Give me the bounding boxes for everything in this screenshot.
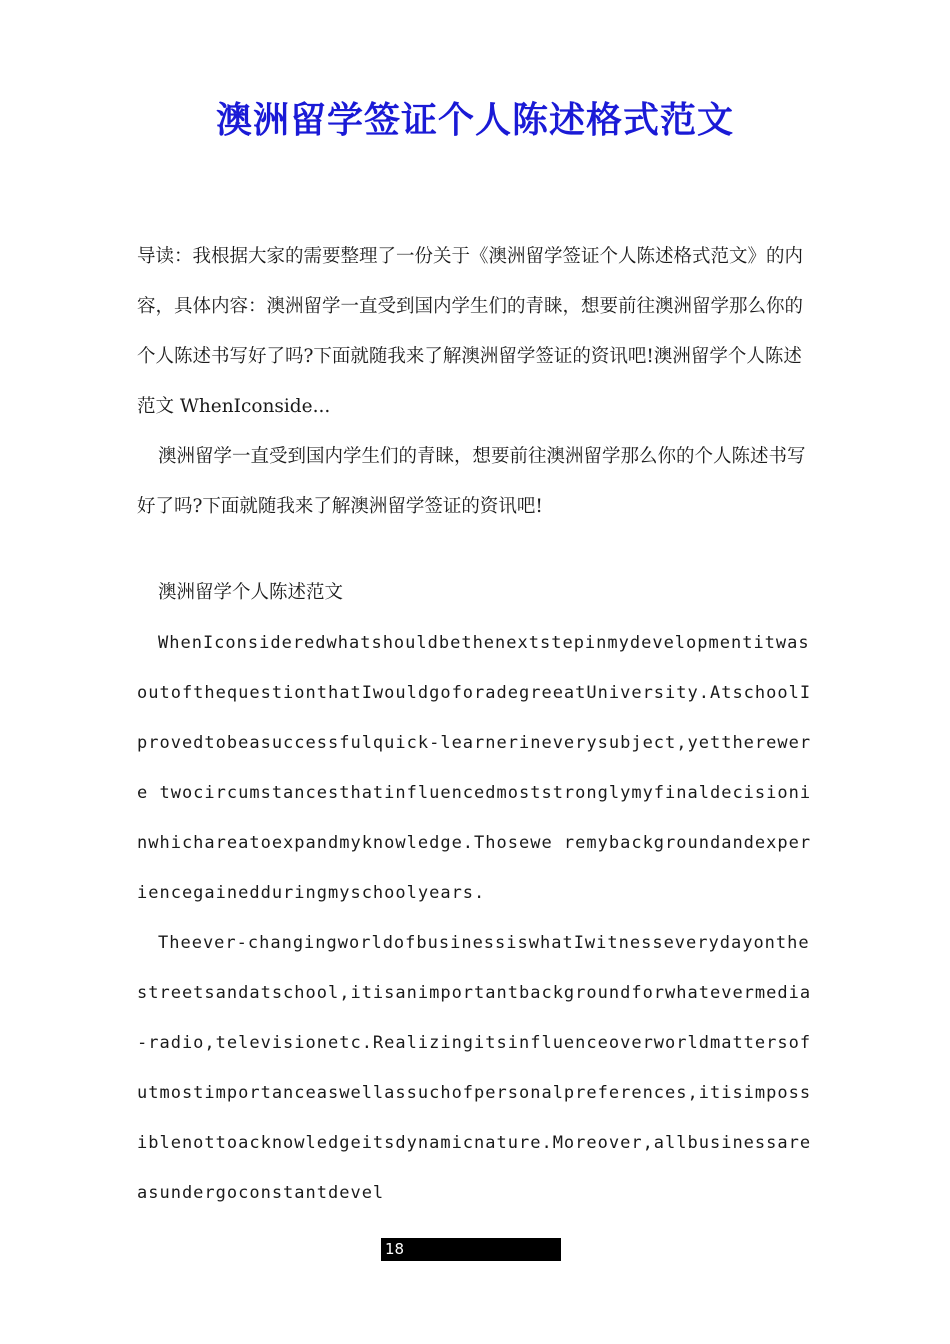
document-title: 澳洲留学签证个人陈述格式范文	[215, 100, 734, 141]
body-paragraph-3: Theever-changingworldofbusinessiswhatIwitnesseverydayonthestreetsandatschool,itisanimportantbackgroundforwhatevermedia-radio,televisionetc.Realizingitsinfluenceoverworldmattersofutmostimportanceaswellassuchofpersonalpreferences,itisimpossiblenottoacknowledgeitsdynamicnature.Moreover,allbusinessareasundergoconstantdevel	[137, 933, 812, 1203]
body-paragraph-1: 澳洲留学一直受到国内学生们的青睐，想要前往澳洲留学那么你的个人陈述书写好了吗?下面就随我来了解澳洲留学签证的资讯吧!	[137, 446, 806, 517]
paragraph-spacer	[137, 532, 817, 568]
document-body	[137, 232, 817, 1218]
intro-paragraph: 导读：我根据大家的需要整理了一份关于《澳洲留学签证个人陈述格式范文》的内容，具体内容：澳洲留学一直受到国内学生们的青睐，想要前往澳洲留学那么你的个人陈述书写好了吗?下面就随我来了解澳洲留学签证的资讯吧!澳洲留学个人陈述范文 WhenIconside...	[137, 246, 804, 417]
page-number-badge: 18	[381, 1238, 561, 1261]
body-paragraph-2: WhenIconsideredwhatshouldbethenextstepinmydevelopmentitwasoutofthequestionthatIwouldgoforadegreeatUniversity.AtschoolIprovedtobeasuccessfulquick-learnerineverysubject,yettherewere twocircumstancesthatinfluencedmoststronglymyfinaldecisioninwhichareatoexpandmyknowledge.Thosewe remybackgroundandexperiencegainedduringmyschoolyears.	[137, 633, 812, 903]
section-heading: 澳洲留学个人陈述范文	[158, 582, 344, 603]
